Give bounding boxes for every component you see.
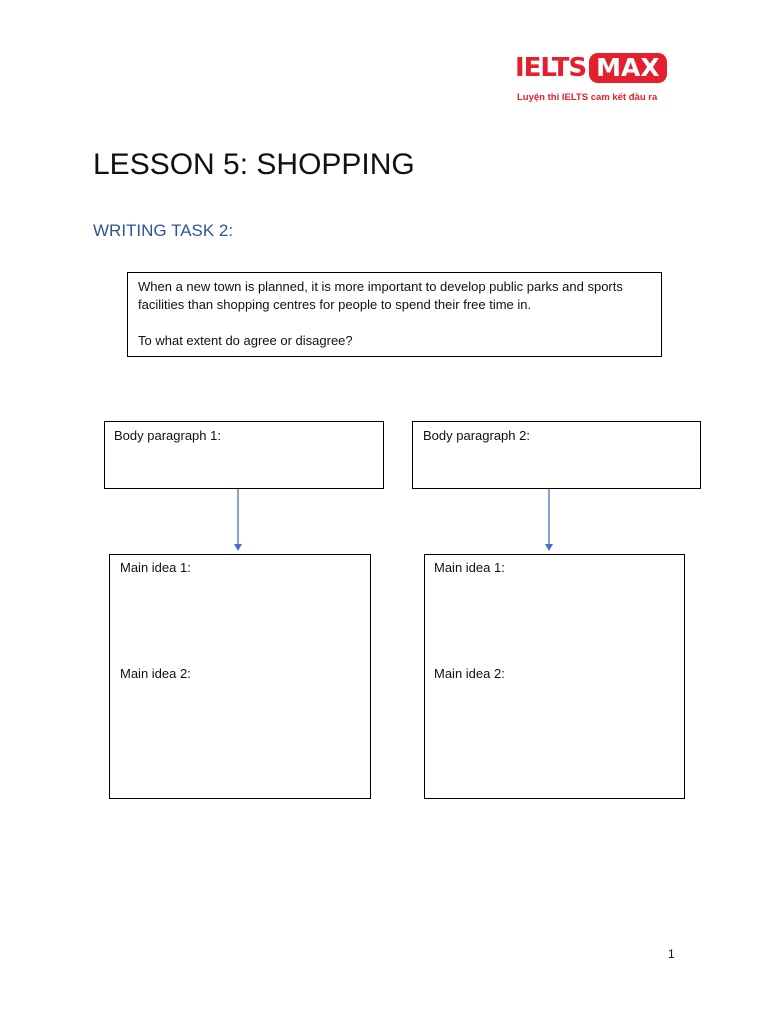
prompt-statement: When a new town is planned, it is more important to develop public parks and sports facilities than shopping centres for people to spend their free time in.	[138, 279, 623, 312]
logo-ielts-text: IELTS	[515, 53, 587, 83]
task-prompt-box	[127, 272, 662, 357]
body-paragraph-1-label: Body paragraph 1:	[114, 428, 221, 443]
body-paragraph-2-box[interactable]	[412, 421, 701, 489]
logo-max-badge: MAX	[589, 53, 667, 83]
down-arrow-icon	[231, 489, 245, 553]
main-idea-1-label: Main idea 1:	[120, 560, 191, 575]
main-idea-2-label: Main idea 2:	[434, 666, 505, 681]
main-idea-1-label: Main idea 1:	[434, 560, 505, 575]
down-arrow-icon	[542, 489, 556, 553]
section-heading: WRITING TASK 2:	[93, 221, 234, 240]
lesson-title: LESSON 5: SHOPPING	[93, 148, 415, 181]
body-paragraph-1-box[interactable]	[104, 421, 384, 489]
main-ideas-box-2[interactable]	[424, 554, 685, 799]
prompt-question: To what extent do agree or disagree?	[138, 333, 353, 348]
logo-wordmark	[515, 52, 667, 84]
main-idea-2-label: Main idea 2:	[120, 666, 191, 681]
logo-tagline: Luyện thi IELTS cam kết đầu ra	[517, 92, 658, 103]
body-paragraph-2-label: Body paragraph 2:	[423, 428, 530, 443]
page-number: 1	[668, 947, 675, 961]
main-ideas-box-1[interactable]	[109, 554, 371, 799]
ieltsmax-logo	[515, 52, 667, 108]
